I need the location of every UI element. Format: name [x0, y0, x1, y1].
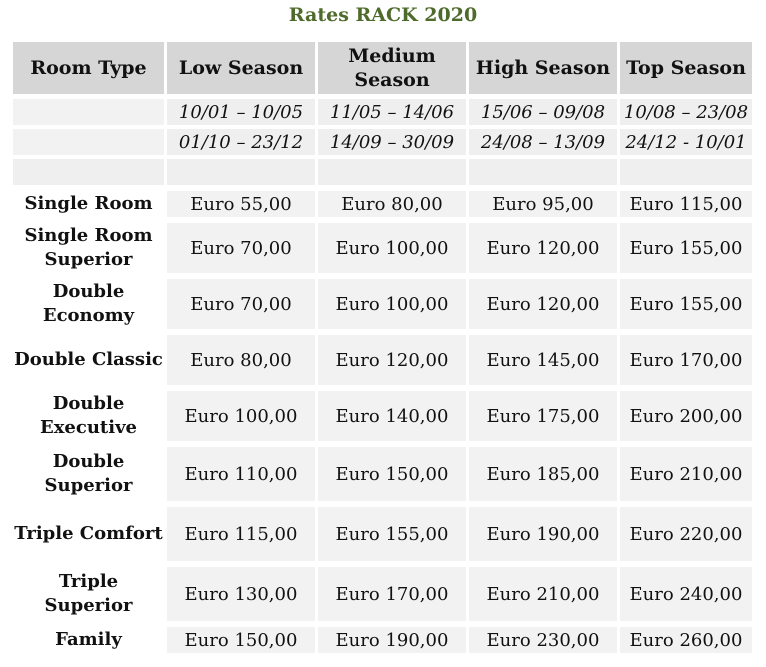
price-cell: Euro 80,00 — [318, 191, 466, 217]
table-row — [13, 279, 752, 329]
price-cell: Euro 145,00 — [469, 335, 617, 385]
price-cell: Euro 220,00 — [620, 507, 752, 561]
room-type-cell: Double Classic — [13, 335, 164, 385]
room-type-cell: Single Room Superior — [13, 223, 164, 273]
room-type-cell: Double Superior — [13, 447, 164, 501]
column-header: Low Season — [167, 42, 315, 94]
room-type-cell: Double Economy — [13, 279, 164, 329]
price-cell: Euro 230,00 — [469, 627, 617, 653]
column-header: Room Type — [13, 42, 164, 94]
price-cell: Euro 175,00 — [469, 391, 617, 441]
price-cell: Euro 115,00 — [620, 191, 752, 217]
table-row — [13, 391, 752, 441]
column-header: Medium Season — [318, 42, 466, 94]
price-cell: Euro 70,00 — [167, 223, 315, 273]
price-cell: Euro 190,00 — [318, 627, 466, 653]
price-cell: Euro 110,00 — [167, 447, 315, 501]
price-cell: Euro 150,00 — [167, 627, 315, 653]
header-row — [13, 42, 752, 94]
page-title: Rates RACK 2020 — [288, 4, 478, 26]
price-cell: Euro 150,00 — [318, 447, 466, 501]
price-cell: Euro 100,00 — [318, 279, 466, 329]
price-cell: Euro 155,00 — [318, 507, 466, 561]
date-range: 24/08 – 13/09 — [469, 129, 617, 155]
price-cell: Euro 260,00 — [620, 627, 752, 653]
price-cell: Euro 55,00 — [167, 191, 315, 217]
column-header: High Season — [469, 42, 617, 94]
table-row — [13, 191, 752, 217]
date-range: 10/01 – 10/05 — [167, 99, 315, 125]
room-type-cell: Double Executive — [13, 391, 164, 441]
room-type-cell: Family — [13, 627, 164, 653]
price-cell: Euro 155,00 — [620, 279, 752, 329]
price-cell: Euro 115,00 — [167, 507, 315, 561]
table-row — [13, 223, 752, 273]
date-range: 24/12 - 10/01 — [620, 129, 752, 155]
price-cell: Euro 120,00 — [469, 279, 617, 329]
table-row — [13, 567, 752, 621]
date-row — [13, 99, 752, 125]
price-cell: Euro 155,00 — [620, 223, 752, 273]
room-type-cell: Triple Comfort — [13, 507, 164, 561]
table-row — [13, 335, 752, 385]
price-cell: Euro 185,00 — [469, 447, 617, 501]
price-cell: Euro 120,00 — [469, 223, 617, 273]
table-row — [13, 507, 752, 561]
table-row — [13, 447, 752, 501]
price-cell: Euro 210,00 — [469, 567, 617, 621]
date-row — [13, 129, 752, 155]
price-cell: Euro 130,00 — [167, 567, 315, 621]
price-cell: Euro 140,00 — [318, 391, 466, 441]
price-cell: Euro 120,00 — [318, 335, 466, 385]
price-cell: Euro 200,00 — [620, 391, 752, 441]
price-cell: Euro 70,00 — [167, 279, 315, 329]
price-cell: Euro 190,00 — [469, 507, 617, 561]
price-cell: Euro 240,00 — [620, 567, 752, 621]
table-row — [13, 627, 752, 653]
rates-table — [10, 42, 755, 653]
blank-row — [13, 159, 752, 185]
date-range: 15/06 – 09/08 — [469, 99, 617, 125]
price-cell: Euro 80,00 — [167, 335, 315, 385]
price-cell: Euro 170,00 — [620, 335, 752, 385]
room-type-cell: Single Room — [13, 191, 164, 217]
date-range: 10/08 – 23/08 — [620, 99, 752, 125]
price-cell: Euro 100,00 — [167, 391, 315, 441]
price-cell: Euro 210,00 — [620, 447, 752, 501]
date-range: 11/05 – 14/06 — [318, 99, 466, 125]
price-cell: Euro 170,00 — [318, 567, 466, 621]
price-cell: Euro 95,00 — [469, 191, 617, 217]
date-range: 01/10 – 23/12 — [167, 129, 315, 155]
date-range: 14/09 – 30/09 — [318, 129, 466, 155]
price-cell: Euro 100,00 — [318, 223, 466, 273]
room-type-cell: Triple Superior — [13, 567, 164, 621]
column-header: Top Season — [620, 42, 752, 94]
